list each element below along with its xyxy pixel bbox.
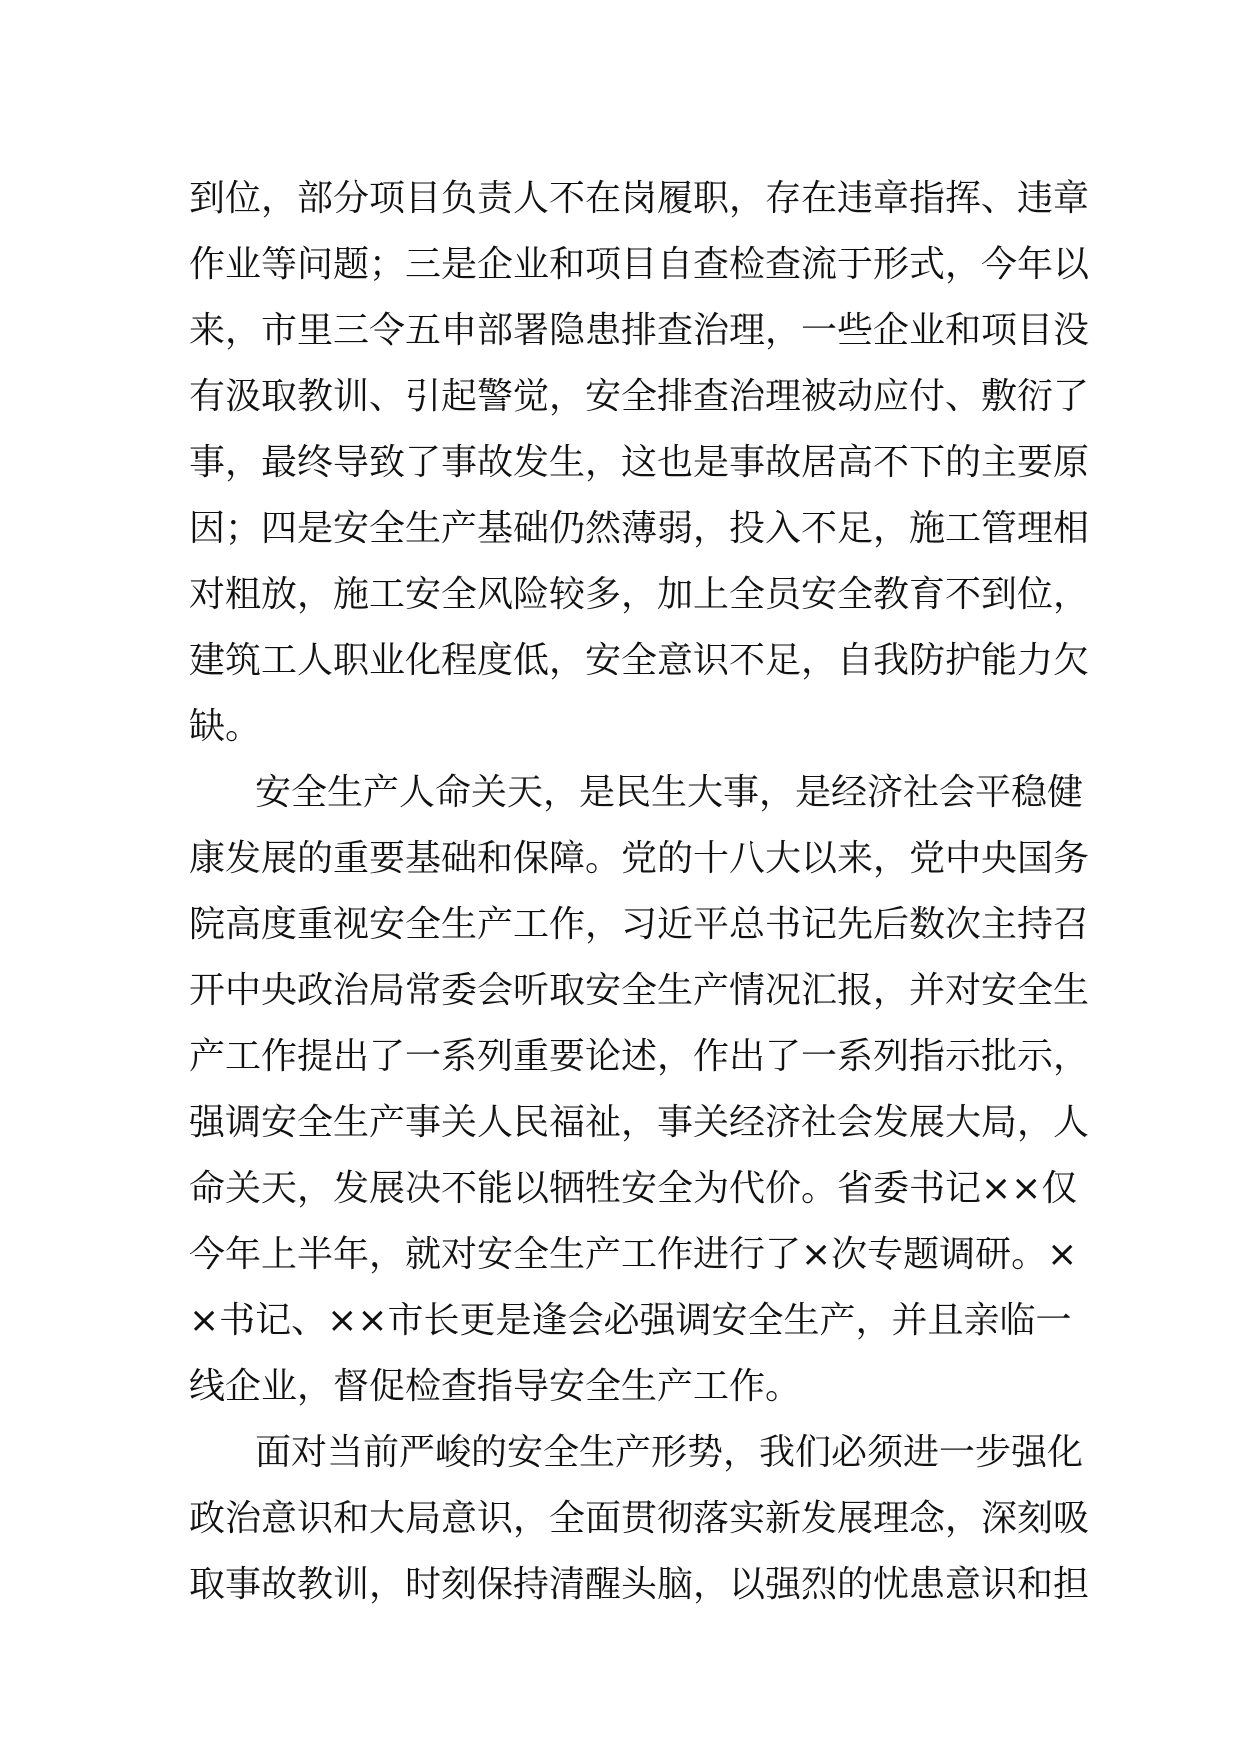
text-line: 康发展的重要基础和保障。党的十八大以来，党中央国务 — [189, 838, 1090, 879]
text-line: 取事故教训，时刻保持清醒头脑，以强烈的忧患意识和担 — [189, 1564, 1090, 1605]
text-line: 强调安全生产事关人民福祉，事关经济社会发展大局，人 — [189, 1102, 1090, 1143]
paragraph-3 — [189, 1420, 1090, 1618]
text-line: 开中央政治局常委会听取安全生产情况汇报，并对安全生 — [189, 970, 1090, 1011]
text-line: 产工作提出了一系列重要论述，作出了一系列指示批示， — [189, 1036, 1090, 1077]
text-line: 政治意识和大局意识，全面贯彻落实新发展理念，深刻吸 — [189, 1498, 1090, 1539]
text-line: 命关天，发展决不能以牺牲安全为代价。省委书记××仅 — [189, 1168, 1078, 1209]
text-line: 对粗放，施工安全风险较多，加上全员安全教育不到位， — [189, 574, 1090, 615]
text-line: 院高度重视安全生产工作，习近平总书记先后数次主持召 — [189, 904, 1090, 945]
text-line: 安全生产人命关天，是民生大事，是经济社会平稳健 — [255, 772, 1084, 813]
text-line: 来，市里三令五申部署隐患排查治理，一些企业和项目没 — [189, 310, 1090, 351]
body-text — [189, 166, 1090, 1618]
text-line: 线企业，督促检查指导安全生产工作。 — [189, 1366, 802, 1407]
text-line: 到位，部分项目负责人不在岗履职，存在违章指挥、违章 — [189, 178, 1090, 219]
text-line: 有汲取教训、引起警觉，安全排查治理被动应付、敷衍了 — [189, 376, 1090, 417]
text-line: 缺。 — [189, 706, 262, 747]
text-line: 今年上半年，就对安全生产工作进行了×次专题调研。× — [189, 1234, 1078, 1275]
text-line: 面对当前严峻的安全生产形势，我们必须进一步强化 — [255, 1432, 1084, 1473]
paragraph-2 — [189, 760, 1090, 1420]
text-line: 事，最终导致了事故发生，这也是事故居高不下的主要原 — [189, 442, 1090, 483]
text-line: 建筑工人职业化程度低，安全意识不足，自我防护能力欠 — [189, 640, 1090, 681]
text-line: ×书记、××市长更是逢会必强调安全生产，并且亲临一 — [189, 1300, 1072, 1341]
paragraph-1 — [189, 166, 1090, 760]
text-line: 作业等问题；三是企业和项目自查检查流于形式，今年以 — [189, 244, 1090, 285]
text-line: 因；四是安全生产基础仍然薄弱，投入不足，施工管理相 — [189, 508, 1090, 549]
